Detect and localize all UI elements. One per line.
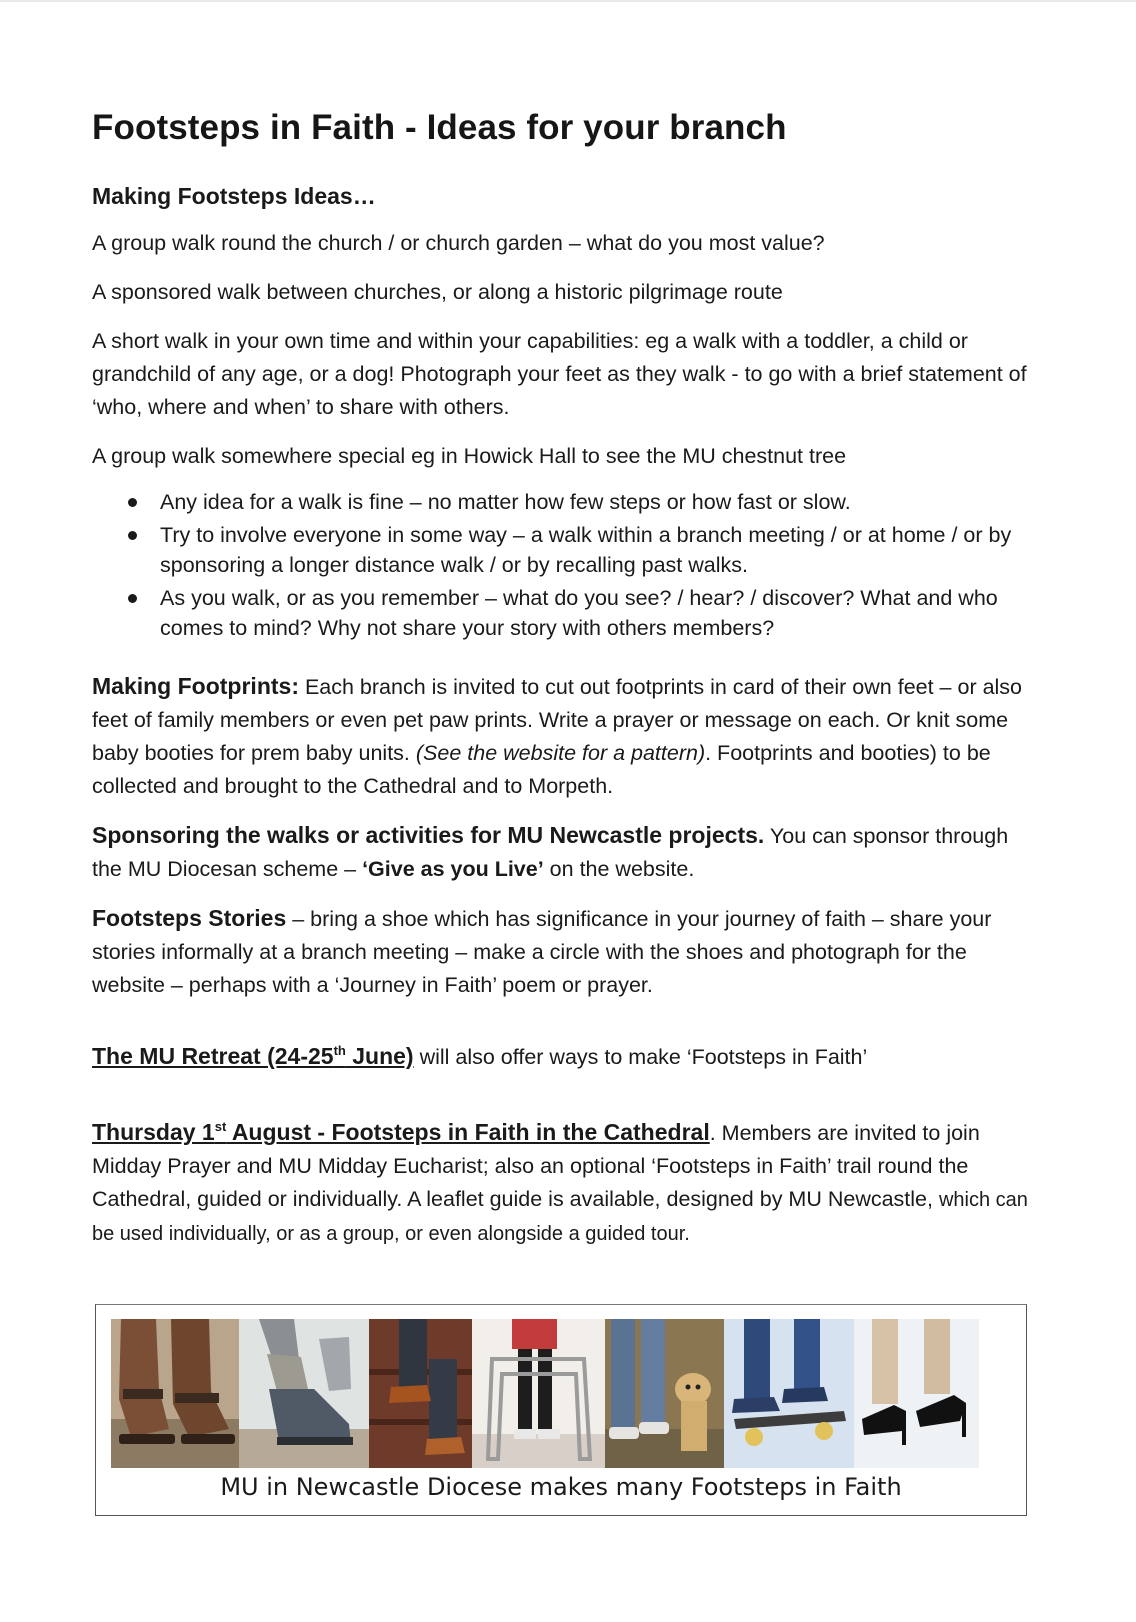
- bullet-item: As you walk, or as you remember – what do you see? / hear? / discover? What and who comes to mind? Why not share your story with others members?: [160, 583, 1042, 643]
- footsteps-banner: [95, 1304, 1027, 1516]
- footprints-text: Each branch is invited to cut out footprints in card of their own feet – or also feet of family members or even pet paw prints. Write a prayer or message on each. Or knit some baby booties for prem baby units.: [92, 675, 1023, 765]
- thursday-text: . Members are invited to join Midday Prayer and MU Midday Eucharist; also an optional ‘Footsteps in Faith’ trail round the Cathedral, guided or individually. A leaflet guide is available, designed by MU Newcastle,: [92, 1121, 980, 1211]
- photo-brown-shoes-stairs: [369, 1319, 472, 1468]
- photo-hiking-boots: [239, 1319, 369, 1468]
- retreat-lead: The MU Retreat (24-25th June): [92, 1043, 414, 1069]
- give-as-you-live: ‘Give as you Live’: [362, 857, 544, 881]
- banner-photo-strip: [111, 1319, 1009, 1468]
- footprints-tail: . Footprints and booties) to be collected and brought to the Cathedral and to Morpeth.: [92, 741, 991, 798]
- photo-skateboard-feet: [724, 1319, 854, 1468]
- photo-sandals-feet: [111, 1319, 239, 1468]
- page-title: Footsteps in Faith - Ideas for your branch: [92, 108, 787, 147]
- section-heading-footsteps-ideas: Making Footsteps Ideas…: [92, 183, 376, 209]
- thursday-paragraph: [92, 1116, 1042, 1251]
- thursday-small-text: which can be used individually, or as a group, or even alongside a guided tour.: [92, 1189, 1028, 1245]
- photo-black-heels: [854, 1319, 979, 1468]
- photo-walking-frame: [472, 1319, 605, 1468]
- retreat-text: will also offer ways to make ‘Footsteps in Faith’: [413, 1045, 868, 1069]
- photo-jeans-with-dog: [605, 1319, 724, 1468]
- retreat-paragraph: [92, 1040, 1042, 1074]
- sponsoring-tail: on the website.: [543, 857, 695, 881]
- idea-paragraph: A group walk somewhere special eg in Howick Hall to see the MU chestnut tree: [92, 444, 847, 468]
- banner-caption: MU in Newcastle Diocese makes many Footsteps in Faith: [96, 1473, 1026, 1501]
- ideas-bullet-list: [92, 487, 1042, 643]
- idea-paragraph: A short walk in your own time and within your capabilities: eg a walk with a toddler, a child or grandchild of any age, or a dog! Photograph your feet as they walk - to go with a brief statement of ‘who, where and when’ to share with others.: [92, 329, 1027, 419]
- sponsoring-lead: Sponsoring the walks or activities for MU Newcastle projects.: [92, 822, 765, 848]
- sponsoring-text: You can sponsor through the MU Diocesan scheme –: [92, 824, 1009, 881]
- document-body: [92, 178, 1042, 1251]
- website-pattern-note: (See the website for a pattern): [415, 741, 706, 765]
- stories-text: – bring a shoe which has significance in your journey of faith – share your stories informally at a branch meeting – make a circle with the shoes and photograph for the website – perhaps with a ‘Journey in Faith’ poem or prayer.: [92, 907, 992, 997]
- idea-paragraph: A sponsored walk between churches, or along a historic pilgrimage route: [92, 280, 783, 304]
- top-edge: [0, 0, 1136, 2]
- stories-lead: Footsteps Stories: [92, 905, 287, 931]
- stories-paragraph: [92, 902, 1042, 1002]
- bullet-item: Any idea for a walk is fine – no matter how few steps or how fast or slow.: [160, 487, 1042, 517]
- bullet-item: Try to involve everyone in some way – a walk within a branch meeting / or at home / or by sponsoring a longer distance walk / or by recalling past walks.: [160, 520, 1042, 580]
- idea-paragraph: A group walk round the church / or church garden – what do you most value?: [92, 231, 825, 255]
- sponsoring-paragraph: [92, 819, 1042, 886]
- thursday-lead: Thursday 1st August - Footsteps in Faith in the Cathedral: [92, 1119, 710, 1145]
- footprints-paragraph: [92, 670, 1042, 803]
- footprints-lead: Making Footprints:: [92, 673, 299, 699]
